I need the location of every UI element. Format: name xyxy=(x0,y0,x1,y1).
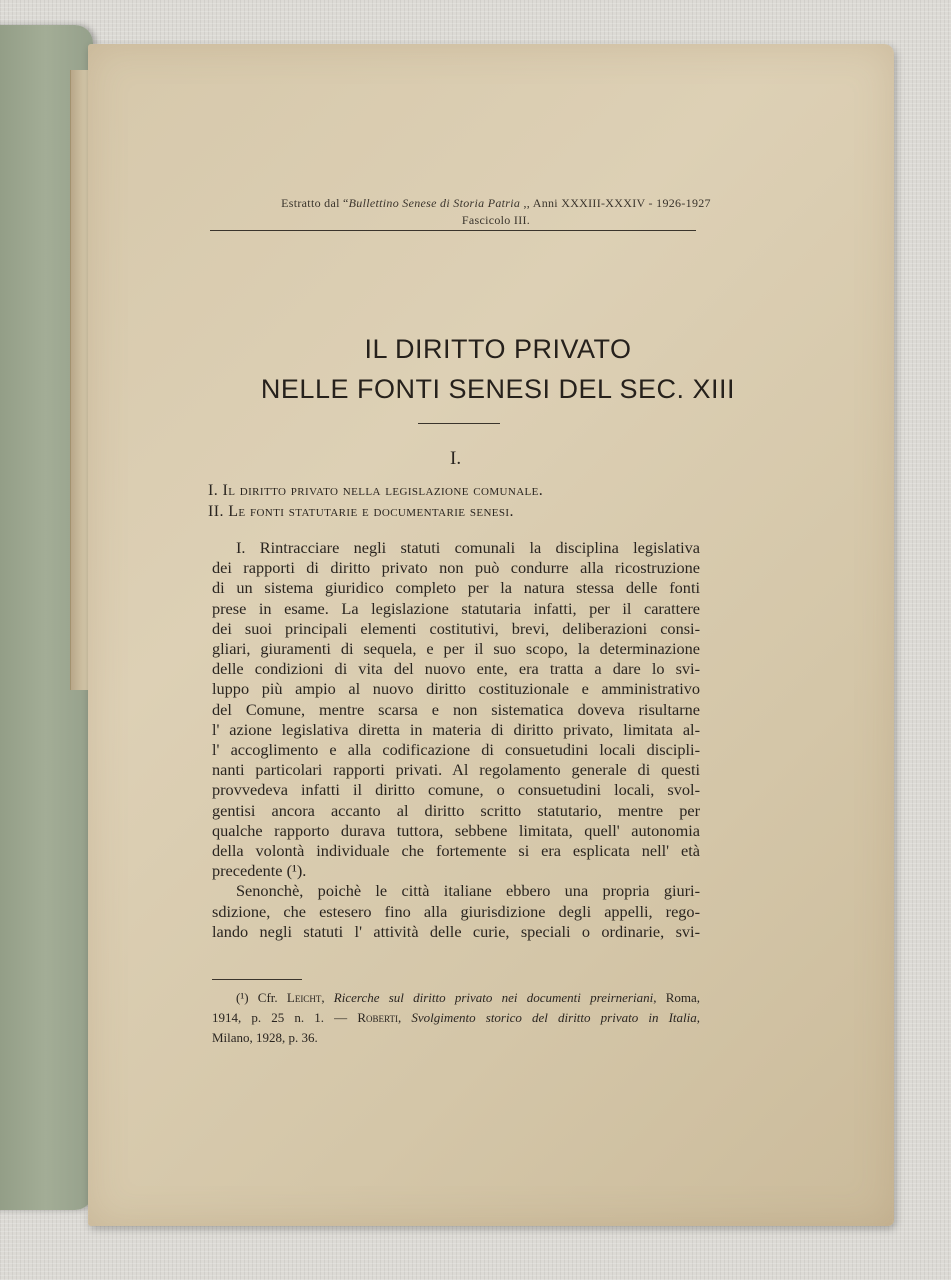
footnote-title-2: Svolgimento storico del diritto privato in Italia xyxy=(411,1010,697,1025)
para1-line: l' azione legislativa diretta in materia di diritto privato, limitata al- xyxy=(212,719,700,739)
title-line-2: NELLE FONTI SENESI DEL SEC. XIII xyxy=(260,374,736,404)
footnote-rule xyxy=(212,979,302,980)
footnote-line-1: (¹) Cfr. Leicht, Ricerche sul diritto privato nei documenti preirneriani, Roma, xyxy=(236,990,700,1005)
footnote-title-1: Ricerche sul diritto privato nei documenti preirneriani xyxy=(333,990,654,1005)
journal-name: Bullettino Senese di Storia Patria xyxy=(348,196,521,210)
footnote-rest-1: , Roma, xyxy=(653,990,700,1005)
footnote-author-1: Leicht xyxy=(286,990,322,1005)
page-content xyxy=(88,44,894,1226)
footnote-line-2: 1914, p. 25 n. 1. — Roberti, Svolgimento storico del diritto privato in Italia, xyxy=(212,1010,701,1025)
body-paragraph-1 xyxy=(212,538,700,942)
header-prefix: Estratto dal “ xyxy=(281,196,349,210)
header-suffix: ,, Anni XXXIII-XXXIV - 1926-1927 xyxy=(520,196,711,210)
para1-line: nanti particolari rapporti privati. Al regolamento generale di questi xyxy=(212,760,700,780)
footnote-marker: (¹) Cfr. xyxy=(236,990,287,1005)
toc-item-2: II. Le fonti statutarie e documentarie senesi. xyxy=(208,503,514,520)
para1-line: luppo più ampio al nuovo diritto costituzionale e amministrativo xyxy=(212,679,700,699)
footnote-cite: 1914, p. 25 n. 1. — xyxy=(212,1010,358,1025)
para1-line: gliari, giuramenti di sequela, e per il suo scopo, la determinazione xyxy=(212,639,700,659)
para1-line: gentisi ancora accanto al diritto scritto statutario, mentre per xyxy=(212,800,700,820)
footnote-rest-2: , xyxy=(696,1010,701,1025)
footnote xyxy=(212,988,700,1048)
footnote-line-3: Milano, 1928, p. 36. xyxy=(212,1030,318,1045)
para1-line: precedente (¹). xyxy=(212,861,307,881)
para1-line: dei rapporti di diritto privato non può condurre alla ricostruzione xyxy=(212,558,700,578)
para2-line: Senonchè, poichè le città italiane ebbero una propria giuri- xyxy=(236,881,700,901)
para1-line: prese in esame. La legislazione statutaria infatti, per il carattere xyxy=(212,598,700,618)
para1-line: I. Rintracciare negli statuti comunali la disciplina legislativa xyxy=(236,538,700,557)
footnote-author-2: Roberti xyxy=(357,1010,398,1025)
para1-line: di un sistema giuridico completo per la natura stessa delle fonti xyxy=(212,578,700,598)
para1-line: dei suoi principali elementi costitutivi, brevi, deliberazioni consi- xyxy=(212,618,700,638)
para1-line: qualche rapporto durava tuttora, sebbene limitata, quell' autonomia xyxy=(212,820,700,840)
para1-line: del Comune, mentre scarsa e non sistematica doveva risultarne xyxy=(212,699,700,719)
para1-line: della volontà individuale che fortemente si era esplicata nell' età xyxy=(212,841,700,861)
header-rule xyxy=(210,230,696,231)
para1-line: delle condizioni di vita del nuovo ente, era tratta a dare lo svi- xyxy=(212,659,700,679)
para2-line: lando negli statuti l' attività delle curie, speciali o ordinarie, svi- xyxy=(212,921,700,941)
para1-line: provvedeva infatti il diritto comune, o consuetudini locali, svol- xyxy=(212,780,700,800)
para2-line: sdizione, che estesero fino alla giurisdizione degli appelli, rego- xyxy=(212,901,700,921)
fascicolo-line: Fascicolo III. xyxy=(461,213,531,227)
section-number: I. xyxy=(450,448,462,469)
title-line-1: IL DIRITTO PRIVATO xyxy=(364,334,632,364)
toc-item-1: I. Il diritto privato nella legislazione comunale. xyxy=(208,482,544,499)
offprint-header xyxy=(208,196,784,211)
title-rule xyxy=(418,423,500,424)
para1-line: l' accoglimento e alla codificazione di consuetudini locali discipli- xyxy=(212,740,700,760)
document-page xyxy=(88,44,894,1226)
